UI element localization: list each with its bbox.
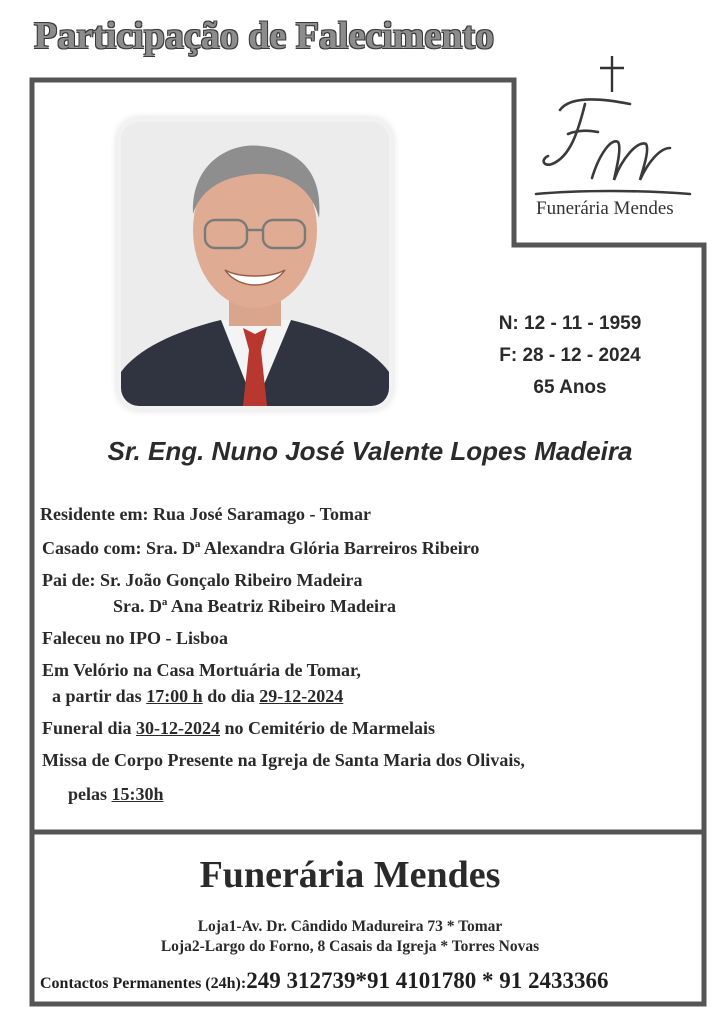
portrait-photo	[121, 122, 389, 406]
wake-line-2	[52, 686, 343, 707]
residence-line: Residente em: Rua José Saramago - Tomar	[40, 504, 371, 524]
birth-date: N: 12 - 11 - 1959	[498, 313, 642, 334]
mass-time: 15:30h	[111, 784, 164, 804]
funeral-suffix: no Cemitério de Marmelais	[224, 718, 435, 738]
dates-block	[460, 308, 680, 404]
wake-line-1: Em Velório na Casa Mortuária de Tomar,	[42, 660, 361, 680]
mass-prefix: pelas	[68, 784, 108, 804]
death-date: F: 28 - 12 - 2024	[499, 345, 641, 366]
funeral-prefix: Funeral dia	[42, 718, 132, 738]
wake-mid: do dia	[207, 686, 255, 706]
wake-time: 17:00 h	[146, 686, 203, 706]
mass-line-2	[68, 784, 164, 805]
contacts-line	[40, 968, 608, 994]
logo-name: Funerária Mendes	[536, 198, 674, 219]
father-of-line-1: Pai de: Sr. João Gonçalo Ribeiro Madeira	[42, 570, 363, 590]
wake-prefix: a partir das	[52, 686, 142, 706]
funeral-line	[42, 718, 435, 739]
contacts-numbers: 249 312739*91 4101780 * 91 2433366	[246, 968, 609, 993]
mass-line-1: Missa de Corpo Presente na Igreja de Santa Maria dos Olivais,	[42, 750, 525, 770]
married-line: Casado com: Sra. Dª Alexandra Glória Barreiros Ribeiro	[42, 538, 480, 558]
father-of-line-2: Sra. Dª Ana Beatriz Ribeiro Madeira	[113, 596, 397, 616]
contacts-label: Contactos Permanentes (24h):	[40, 975, 247, 992]
deceased-name: Sr. Eng. Nuno José Valente Lopes Madeira	[107, 436, 633, 466]
footer-company-name: Funerária Mendes	[199, 854, 501, 896]
store-address-2: Loja2-Largo do Forno, 8 Casais da Igreja * Torres Novas	[160, 938, 540, 955]
store-address-1: Loja1-Av. Dr. Cândido Madureira 73 * Tomar	[197, 918, 503, 935]
cross-icon	[600, 56, 624, 92]
died-at-line: Faleceu no IPO - Lisboa	[42, 628, 229, 648]
age: 65 Anos	[533, 377, 607, 398]
wake-date: 29-12-2024	[259, 686, 344, 706]
page-title: Participação de Falecimento	[34, 15, 495, 57]
fm-monogram-icon	[536, 99, 690, 194]
funeral-date: 30-12-2024	[136, 718, 221, 738]
